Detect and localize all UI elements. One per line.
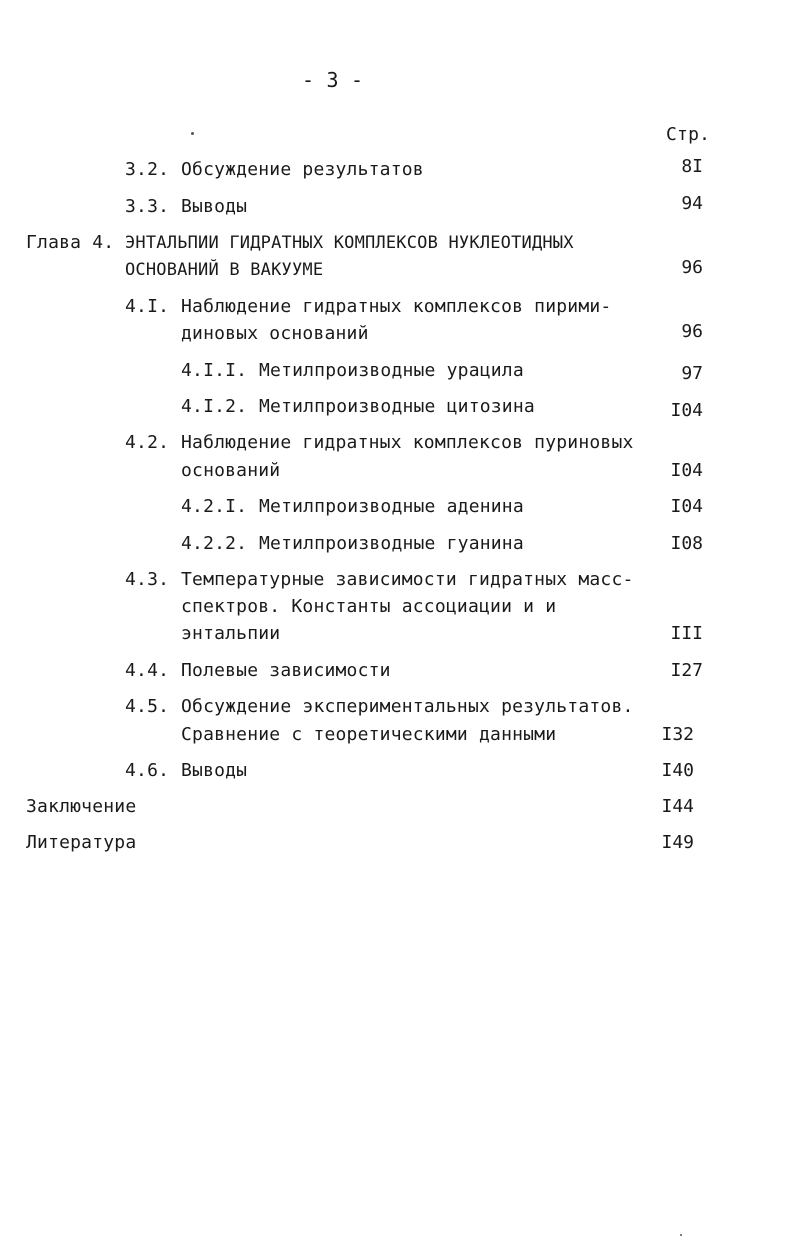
toc-page-literature: I49 bbox=[661, 832, 694, 853]
toc-title-4-2-line1: Наблюдение гидратных комплексов пуриновых bbox=[181, 432, 634, 453]
toc-page-4-2-1: I04 bbox=[670, 496, 703, 517]
toc-number-4-2: 4.2. bbox=[125, 432, 170, 453]
toc-title-3-3: Выводы bbox=[181, 196, 248, 217]
toc-page-4-1-2: I04 bbox=[670, 400, 703, 421]
toc-page-3-2: 8I bbox=[681, 156, 703, 177]
toc-page-4-1-1: 97 bbox=[681, 363, 703, 384]
toc-number-3-3: 3.3. bbox=[125, 196, 170, 217]
column-header-page: Стр. bbox=[666, 124, 711, 145]
toc-page-4-3: III bbox=[670, 623, 703, 644]
toc-title-3-2: Обсуждение результатов bbox=[181, 159, 424, 180]
toc-number-3-2: 3.2. bbox=[125, 159, 170, 180]
toc-number-4-2-2: 4.2.2. bbox=[181, 533, 248, 554]
toc-title-4-3-line3: энтальпии bbox=[181, 623, 281, 644]
toc-number-4-4: 4.4. bbox=[125, 660, 170, 681]
toc-title-literature: Литература bbox=[26, 832, 137, 853]
page-number: - 3 - bbox=[302, 68, 364, 92]
toc-page-ch4: 96 bbox=[681, 257, 703, 278]
toc-page-4-2-2: I08 bbox=[670, 533, 703, 554]
toc-page-3-3: 94 bbox=[681, 193, 703, 214]
toc-title-4-1-line1: Наблюдение гидратных комплексов пирими- bbox=[181, 296, 612, 317]
toc-title-4-3-line1: Температурные зависимости гидратных масс- bbox=[181, 569, 634, 590]
toc-number-4-6: 4.6. bbox=[125, 760, 170, 781]
toc-page-4-6: I40 bbox=[661, 760, 694, 781]
toc-number-4-5: 4.5. bbox=[125, 696, 170, 717]
toc-number-4-3: 4.3. bbox=[125, 569, 170, 590]
toc-number-ch4: Глава 4. bbox=[26, 232, 115, 253]
toc-title-4-4: Полевые зависимости bbox=[181, 660, 391, 681]
toc-title-ch4-line1: ЭНТАЛЬПИИ ГИДРАТНЫХ КОМПЛЕКСОВ НУКЛЕОТИДНЫХ bbox=[125, 233, 574, 253]
toc-page-4-2: I04 bbox=[670, 460, 703, 481]
toc-page-4-1: 96 bbox=[681, 321, 703, 342]
toc-title-4-5-line1: Обсуждение экспериментальных результатов. bbox=[181, 696, 634, 717]
toc-title-4-6: Выводы bbox=[181, 760, 248, 781]
toc-title-4-3-line2: спектров. Константы ассоциации и и bbox=[181, 596, 557, 617]
toc-number-4-1: 4.I. bbox=[125, 296, 170, 317]
speck-mark bbox=[191, 132, 194, 135]
toc-title-4-1-line2: диновых оснований bbox=[181, 323, 369, 344]
toc-title-4-1-2: Метилпроизводные цитозина bbox=[259, 396, 535, 417]
toc-page-4-5: I32 bbox=[661, 724, 694, 745]
toc-number-4-2-1: 4.2.I. bbox=[181, 496, 248, 517]
toc-number-4-1-2: 4.I.2. bbox=[181, 396, 248, 417]
toc-title-ch4-line2: ОСНОВАНИЙ В ВАКУУМЕ bbox=[125, 260, 324, 280]
toc-title-4-2-line2: оснований bbox=[181, 460, 281, 481]
toc-title-4-2-2: Метилпроизводные гуанина bbox=[259, 533, 524, 554]
toc-title-4-1-1: Метилпроизводные урацила bbox=[259, 360, 524, 381]
toc-title-4-2-1: Метилпроизводные аденина bbox=[259, 496, 524, 517]
toc-title-4-5-line2: Сравнение с теоретическими данными bbox=[181, 724, 557, 745]
toc-number-4-1-1: 4.I.I. bbox=[181, 360, 248, 381]
speck-mark bbox=[680, 1234, 682, 1236]
toc-title-conclusion: Заключение bbox=[26, 796, 137, 817]
toc-page-conclusion: I44 bbox=[661, 796, 694, 817]
toc-page-4-4: I27 bbox=[670, 660, 703, 681]
